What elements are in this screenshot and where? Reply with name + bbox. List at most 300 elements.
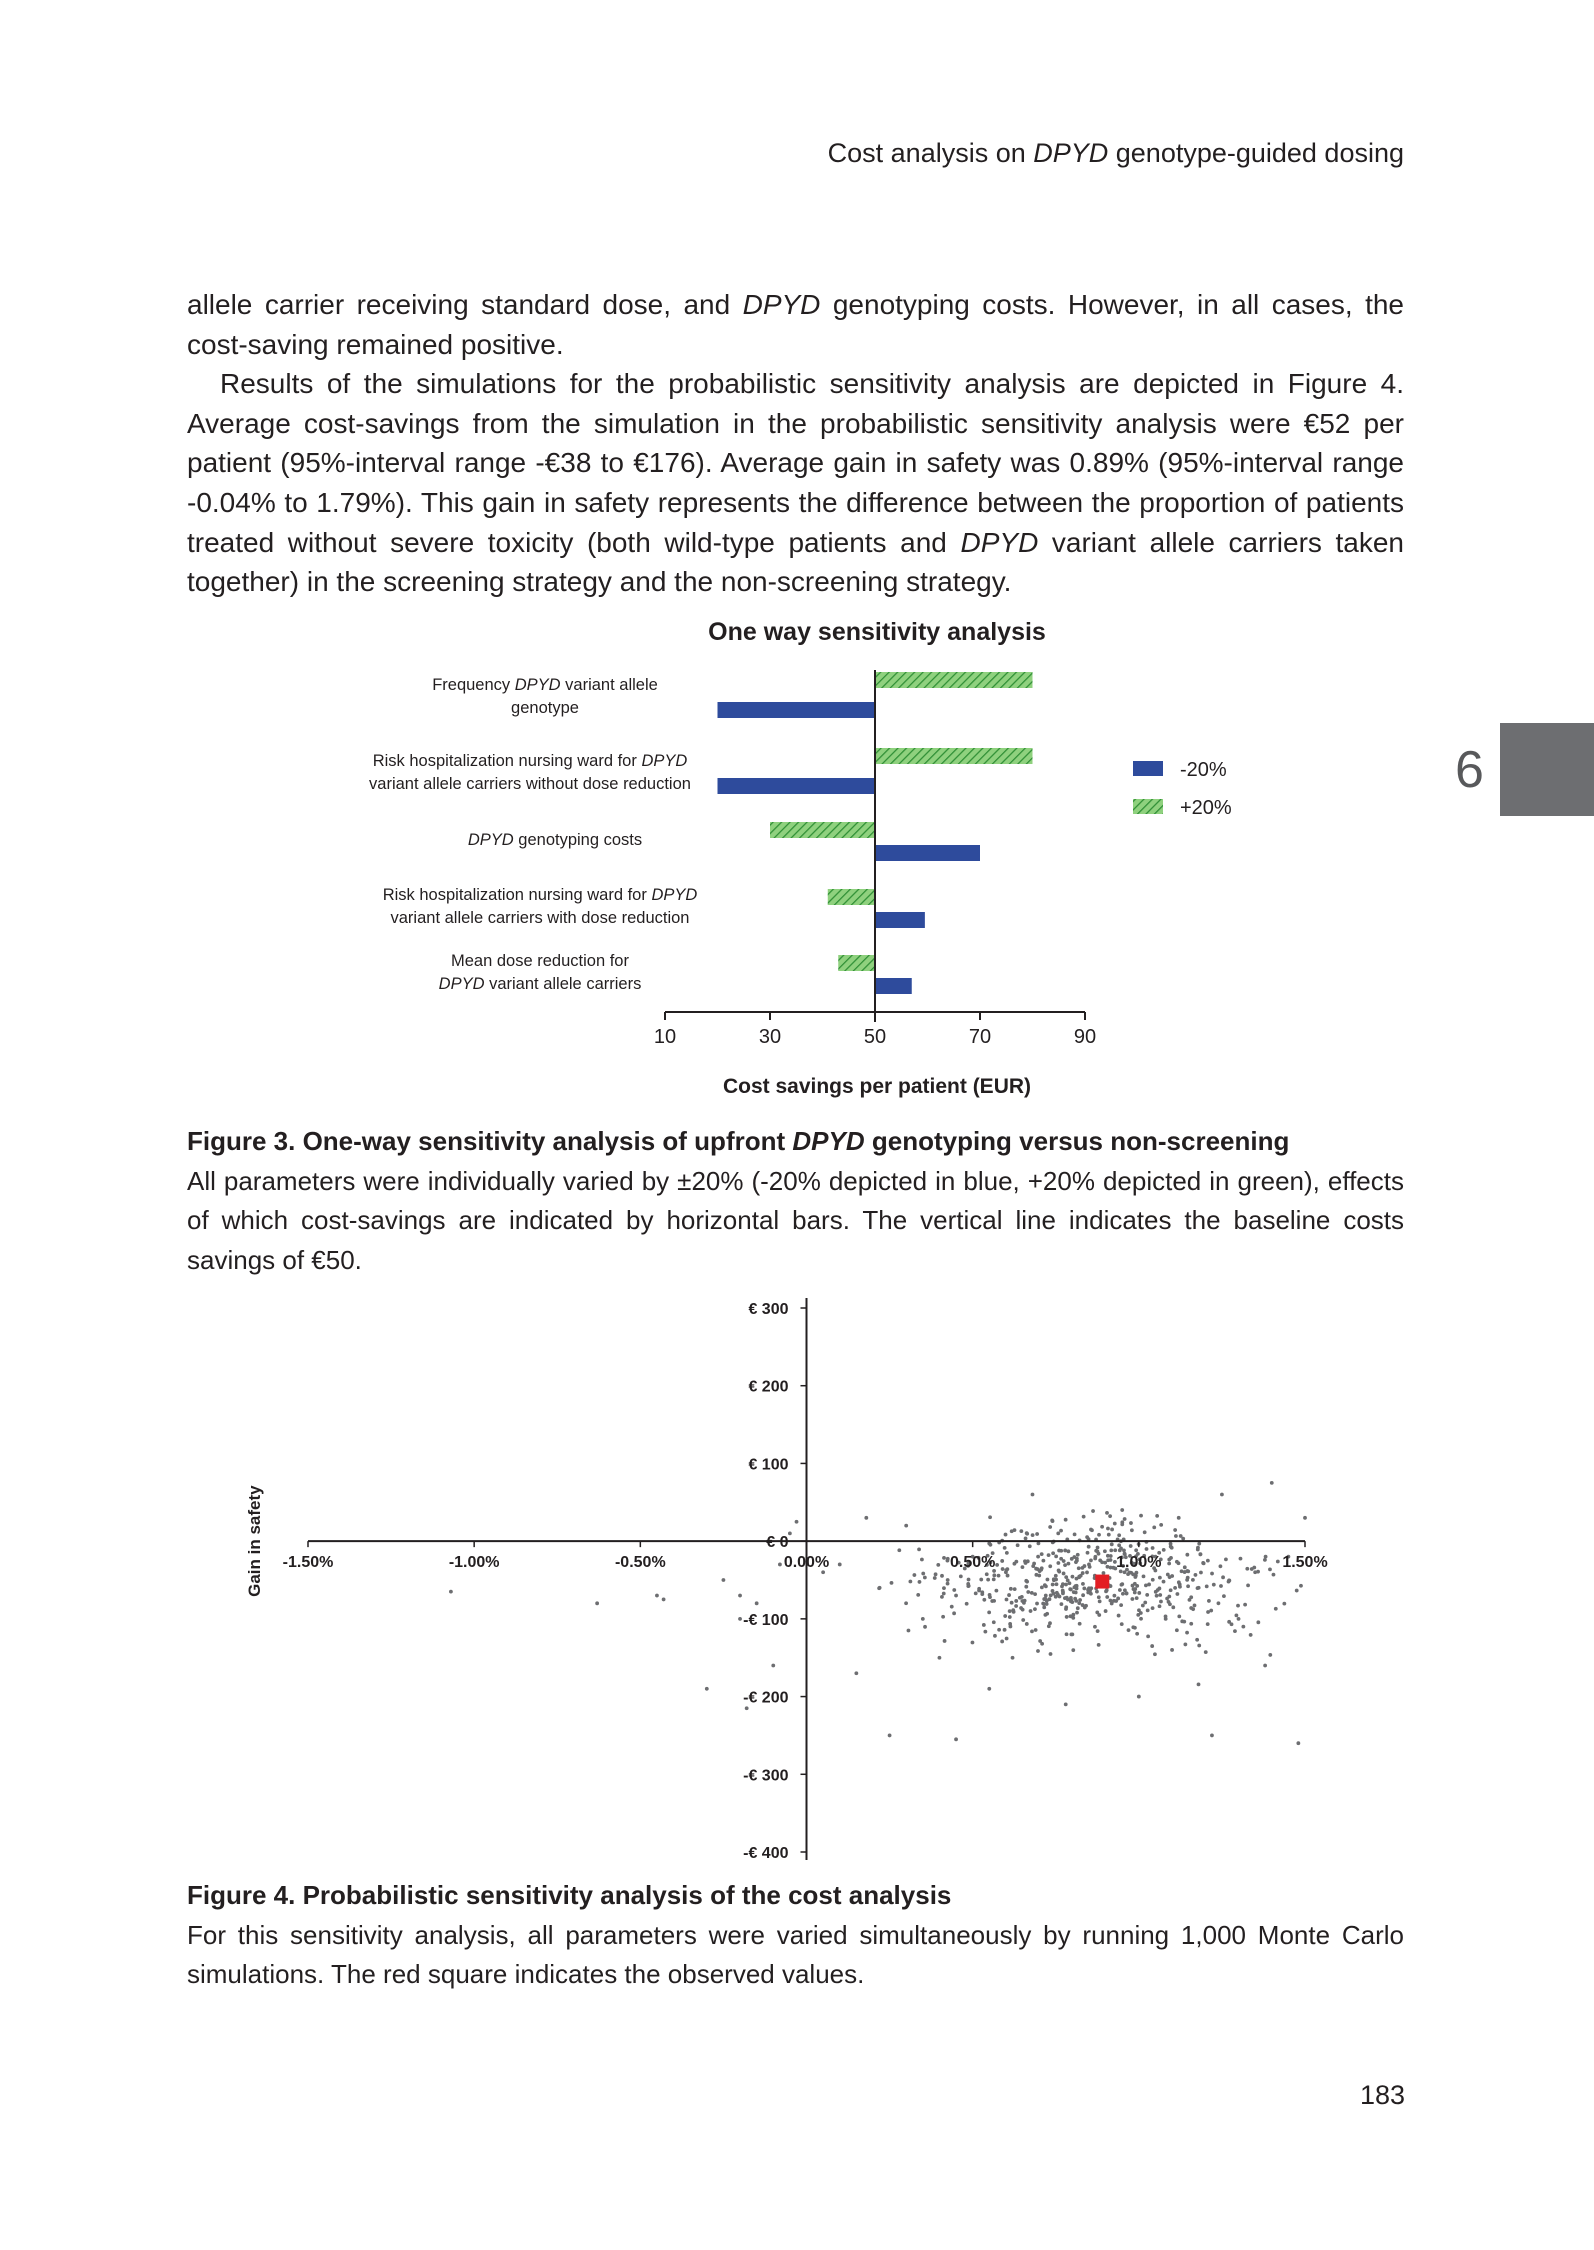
x-tick-label-5: 1.00% [1116,1554,1162,1572]
scatter-point [1219,1564,1223,1568]
scatter-point [1169,1542,1173,1546]
scatter-point [1274,1607,1278,1611]
scatter-point [1197,1542,1201,1546]
chart-title: One way sensitivity analysis [708,618,1046,646]
scatter-point [1081,1582,1085,1586]
scatter-point [923,1576,927,1580]
scatter-point [1062,1572,1066,1576]
scatter-point [1073,1597,1077,1601]
scatter-point [1071,1648,1075,1652]
scatter-point [1020,1599,1024,1603]
x-tick-label-4: 90 [1073,1026,1097,1048]
scatter-point [1042,1602,1046,1606]
x-tick-label-1: -1.00% [448,1554,500,1572]
scatter-point [1295,1589,1299,1593]
scatter-point [1276,1560,1280,1564]
scatter-point [912,1573,916,1577]
scatter-point [1205,1584,1209,1588]
scatter-point [1239,1557,1243,1561]
scatter-point [1003,1614,1007,1618]
scatter-point [1008,1615,1012,1619]
scatter-point [1089,1528,1093,1532]
scatter-point [1097,1613,1101,1617]
scatter-point [1183,1643,1187,1647]
scatter-point [1031,1493,1035,1497]
scatter-point [1098,1599,1102,1603]
scatter-point [1085,1535,1089,1539]
scatter-point [1154,1590,1158,1594]
running-header-pre: Cost analysis on [827,138,1034,168]
page-number: 183 [1359,2080,1405,2110]
scatter-point [1036,1649,1040,1653]
scatter-point [904,1601,908,1605]
scatter-point [1024,1536,1028,1540]
scatter-point [1117,1533,1121,1537]
y-tick-label-5: -€ 200 [743,1689,789,1707]
scatter-point [1096,1629,1100,1633]
scatter-point [1135,1596,1139,1600]
scatter-point [1135,1632,1139,1636]
scatter-point [1047,1553,1051,1557]
scatter-point [1195,1638,1199,1642]
scatter-point [1058,1595,1062,1599]
scatter-point [971,1641,975,1645]
scatter-point [1233,1629,1237,1633]
scatter-point [1174,1534,1178,1538]
scatter-point [954,1594,958,1598]
scatter-point [1069,1614,1073,1618]
scatter-point [1175,1628,1179,1632]
scatter-point [1054,1595,1058,1599]
scatter-point [918,1580,922,1584]
scatter-point [952,1588,956,1592]
scatter-point [1173,1586,1177,1590]
scatter-point [1178,1585,1182,1589]
x-tick-label-0: 10 [653,1026,677,1048]
scatter-point [1110,1542,1114,1546]
figure-3-caption-title-a: Figure 3. One-way sensitivity analysis of upfront [187,1126,793,1156]
scatter-point [1104,1609,1108,1613]
scatter-point [1082,1515,1086,1519]
scatter-point [1224,1557,1228,1561]
scatter-point [1112,1594,1116,1598]
scatter-point [1008,1609,1012,1613]
scatter-point [755,1601,759,1605]
scatter-point [1141,1604,1145,1608]
y-tick-label-6: -€ 300 [743,1767,789,1785]
scatter-point [943,1639,947,1643]
scatter-point [1268,1653,1272,1657]
scatter-point [1066,1578,1070,1582]
bar-minus20-1 [718,778,876,794]
scatter-point [1001,1567,1005,1571]
chapter-number: 6 [1455,741,1484,799]
figure-3-caption-title-b: genotyping versus non-screening [864,1126,1290,1156]
scatter-point [987,1687,991,1691]
scatter-point [1004,1570,1008,1574]
scatter-point [952,1611,956,1615]
scatter-point [1006,1574,1010,1578]
scatter-point [1005,1551,1009,1555]
scatter-point [1061,1590,1065,1594]
legend-swatch-plus20 [1133,799,1163,814]
scatter-point [1040,1586,1044,1590]
scatter-point [1119,1547,1123,1551]
scatter-point [1143,1530,1147,1534]
scatter-point [1059,1549,1063,1553]
scatter-point [1109,1558,1113,1562]
category-label-3: Risk hospitalization nursing ward for DPYD [382,886,698,904]
scatter-point [1146,1608,1150,1612]
scatter-point [1130,1597,1134,1601]
figure-3-caption-text: All parameters were individually varied by ±20% (-20% depicted in blue, +20% depicted in green), effects of which cost-savings are indicated by horizontal bars. The vertical line indicates the baseline costs savings of €50. [187,1165,1404,1275]
scatter-point [1123,1517,1127,1521]
scatter-point [1070,1600,1074,1604]
scatter-point [788,1531,792,1535]
category-label-line2-1: variant allele carriers without dose reduction [369,775,691,793]
scatter-point [1120,1583,1124,1587]
scatter-point [1054,1554,1058,1558]
scatter-point [992,1599,996,1603]
p1-gene: DPYD [742,289,821,320]
scatter-point [1042,1606,1046,1610]
scatter-point [1170,1648,1174,1652]
scatter-point [1035,1602,1039,1606]
scatter-point [1102,1571,1106,1575]
scatter-point [1109,1548,1113,1552]
scatter-point [1146,1634,1150,1638]
scatter-point [1046,1578,1050,1582]
scatter-point [1263,1664,1267,1668]
scatter-point [1077,1575,1081,1579]
scatter-point [1209,1609,1213,1613]
figure-3-chart [0,610,1594,1110]
scatter-point [946,1582,950,1586]
scatter-point [1097,1595,1101,1599]
scatter-point [1026,1590,1030,1594]
scatter-point [1070,1633,1074,1637]
scatter-point [992,1573,996,1577]
scatter-point [795,1520,799,1524]
scatter-point [1133,1575,1137,1579]
scatter-point [1197,1644,1201,1648]
scatter-point [1086,1551,1090,1555]
scatter-point [1222,1594,1226,1598]
scatter-point [1064,1575,1068,1579]
scatter-point [1183,1565,1187,1569]
scatter-point [1130,1528,1134,1532]
scatter-point [1155,1514,1159,1518]
scatter-point [878,1586,882,1590]
scatter-point [997,1574,1001,1578]
scatter-point [1040,1552,1044,1556]
scatter-point [1013,1587,1017,1591]
scatter-point [1158,1576,1162,1580]
scatter-point [1048,1564,1052,1568]
scatter-point [942,1592,946,1596]
scatter-point [1107,1533,1111,1537]
scatter-point [1299,1584,1303,1588]
scatter-point [1241,1625,1245,1629]
scatter-point [1110,1528,1114,1532]
scatter-point [1256,1620,1260,1624]
scatter-point [1189,1606,1193,1610]
running-header-post: genotype-guided dosing [1108,138,1404,168]
scatter-point [1177,1561,1181,1565]
scatter-point [1151,1546,1155,1550]
scatter-point [1217,1601,1221,1605]
scatter-point [1282,1602,1286,1606]
y-tick-label-7: -€ 400 [743,1845,789,1862]
p2-text-a: Results of the simulations for the probabilistic sensitivity analysis are depicted in Figure 4. Average cost-savings from the simulation in the probabilistic sensitivity analysis were €52 per patient (95%-interval range -€38 to €176). Average gain in safety was 0.89% (95%-interval range -0.04% to 1.79%). This gain in safety represents the difference between the proportion of patients treated without severe toxicity (both wild-type patients and [187,368,1404,558]
scatter-point [1117,1543,1121,1547]
scatter-point [1081,1593,1085,1597]
scatter-point [890,1581,894,1585]
scatter-point [1029,1609,1033,1613]
figure-3-caption-title-gene: DPYD [792,1126,865,1156]
scatter-point [1036,1555,1040,1559]
scatter-point [983,1630,987,1634]
scatter-point [1062,1559,1066,1563]
scatter-point [1270,1481,1274,1485]
scatter-point [1173,1528,1177,1532]
scatter-point [1051,1583,1055,1587]
scatter-point [1035,1532,1039,1536]
p2-text-b: variant allele carriers taken together) in the screening strategy and the non-screening strategy. [187,526,1405,598]
scatter-point [1089,1586,1093,1590]
scatter-point [1139,1617,1143,1621]
scatter-point [864,1516,868,1520]
scatter-point [1089,1592,1093,1596]
scatter-point [838,1563,842,1567]
scatter-point [959,1574,963,1578]
scatter-point [1044,1597,1048,1601]
scatter-point [1118,1588,1122,1592]
scatter-point [1093,1555,1097,1559]
scatter-point [1162,1548,1166,1552]
scatter-point [1197,1586,1201,1590]
scatter-point [1125,1591,1129,1595]
scatter-point [897,1548,901,1552]
scatter-point [1031,1533,1035,1537]
scatter-point [1106,1565,1110,1569]
scatter-point [1097,1643,1101,1647]
scatter-point [965,1602,969,1606]
scatter-point [1065,1632,1069,1636]
scatter-point [854,1671,858,1675]
scatter-point [1021,1565,1025,1569]
scatter-point [1016,1543,1020,1547]
scatter-point [1165,1597,1169,1601]
figure-4-caption-title: Figure 4. Probabilistic sensitivity analysis of the cost analysis [187,1880,952,1910]
scatter-point [1106,1554,1110,1558]
scatter-point [1164,1615,1168,1619]
scatter-point [778,1563,782,1567]
scatter-point [1207,1599,1211,1603]
bar-minus20-0 [718,702,876,718]
p1-text-a: allele carrier receiving standard dose, and [187,289,743,320]
scatter-point [1091,1509,1095,1513]
scatter-point [1089,1559,1093,1563]
scatter-point [1167,1562,1171,1566]
scatter-point [1008,1622,1012,1626]
scatter-point [1004,1533,1008,1537]
scatter-point [1038,1639,1042,1643]
scatter-point [995,1563,999,1567]
scatter-point [946,1578,950,1582]
scatter-point [1175,1592,1179,1596]
scatter-point [1137,1608,1141,1612]
scatter-point [1152,1525,1156,1529]
scatter-point [1084,1604,1088,1608]
scatter-point [1135,1571,1139,1575]
x-tick-label-1: 30 [758,1026,782,1048]
scatter-point [1144,1583,1148,1587]
scatter-point [1169,1556,1173,1560]
bar-minus20-4 [875,978,912,994]
scatter-point [1076,1606,1080,1610]
scatter-point [1030,1591,1034,1595]
scatter-point [1210,1572,1214,1576]
x-tick-label-3: 70 [968,1026,992,1048]
scatter-point [985,1572,989,1576]
scatter-point [923,1625,927,1629]
y-tick-label-0: € 300 [748,1301,789,1318]
scatter-point [1114,1599,1118,1603]
scatter-point [1136,1613,1140,1617]
scatter-point [1186,1584,1190,1588]
scatter-point [1219,1584,1223,1588]
scatter-point [1137,1591,1141,1595]
scatter-point [1003,1628,1007,1632]
scatter-point [722,1578,726,1582]
scatter-point [1171,1605,1175,1609]
scatter-point [1030,1629,1034,1633]
category-label-2: DPYD genotyping costs [467,831,643,849]
scatter-point [950,1605,954,1609]
scatter-point [1075,1587,1079,1591]
scatter-point [1013,1528,1017,1532]
scatter-point [1056,1561,1060,1565]
bar-plus20-4 [838,955,875,971]
scatter-point [1048,1621,1052,1625]
scatter-point [1189,1595,1193,1599]
scatter-point [1252,1566,1256,1570]
scatter-point [940,1595,944,1599]
scatter-point [982,1623,986,1627]
scatter-point [907,1629,911,1633]
scatter-point [1057,1570,1061,1574]
x-tick-label-0: -1.50% [282,1554,334,1572]
scatter-point [1028,1544,1032,1548]
scatter-point [974,1591,978,1595]
x-tick-label-2: -0.50% [614,1554,666,1572]
scatter-point [1185,1553,1189,1557]
scatter-point [1179,1534,1183,1538]
scatter-point [994,1589,998,1593]
scatter-point [1158,1593,1162,1597]
scatter-point [936,1563,940,1567]
scatter-point [1034,1573,1038,1577]
legend-label-plus20: +20% [1180,797,1232,819]
scatter-point [1227,1578,1231,1582]
figure-4-caption-text: For this sensitivity analysis, all parameters were varied simultaneously by running 1,000 Monte Carlo simulations. The red square indicates the observed values. [187,1919,1404,1989]
scatter-point [977,1587,981,1591]
scatter-point [1196,1546,1200,1550]
scatter-point [1113,1522,1117,1526]
scatter-point [1055,1582,1059,1586]
scatter-point [1202,1561,1206,1565]
scatter-point [1104,1589,1108,1593]
scatter-point [1051,1551,1055,1555]
scatter-point [1268,1568,1272,1572]
scatter-point [1204,1650,1208,1654]
scatter-point [1153,1652,1157,1656]
scatter-point [1113,1548,1117,1552]
scatter-point [908,1580,912,1584]
scatter-point [1127,1628,1131,1632]
scatter-point [1108,1514,1112,1518]
scatter-point [1132,1587,1136,1591]
scatter-point [1014,1599,1018,1603]
scatter-point [1235,1613,1239,1617]
scatter-point [1237,1617,1241,1621]
p1-text-b: genotyping costs. However, in all cases, the cost-saving remained positive. [187,289,1405,360]
scatter-point [1145,1547,1149,1551]
scatter-point [988,1515,992,1519]
scatter-point [1009,1587,1013,1591]
scatter-point [1067,1549,1071,1553]
scatter-point [1060,1602,1064,1606]
scatter-point [1034,1628,1038,1632]
scatter-point [1194,1573,1198,1577]
scatter-point [921,1617,925,1621]
scatter-point [989,1543,993,1547]
scatter-point [1019,1529,1023,1533]
scatter-point [938,1656,942,1660]
scatter-point [1078,1622,1082,1626]
scatter-point [1045,1612,1049,1616]
scatter-point [1150,1644,1154,1648]
scatter-point [1296,1741,1300,1745]
scatter-point [1182,1620,1186,1624]
scatter-point [1064,1607,1068,1611]
scatter-point [1003,1546,1007,1550]
scatter-point [1087,1545,1091,1549]
y-axis-label: Gain in safety [245,1485,264,1597]
scatter-point [1074,1591,1078,1595]
scatter-point [992,1577,996,1581]
scatter-point [1011,1608,1015,1612]
scatter-point [1145,1593,1149,1597]
figure-3-caption-title [187,1122,1404,1162]
bar-plus20-3 [828,889,875,905]
scatter-point [1105,1595,1109,1599]
scatter-point [997,1628,1001,1632]
scatter-point [1075,1611,1079,1615]
scatter-point [1033,1607,1037,1611]
scatter-point [1049,1652,1053,1656]
scatter-point [771,1664,775,1668]
scatter-point [1139,1514,1143,1518]
scatter-point [1303,1516,1307,1520]
bar-minus20-3 [875,912,925,928]
scatter-point [888,1734,892,1738]
scatter-point [1177,1615,1181,1619]
scatter-point [941,1615,945,1619]
scatter-point [1236,1604,1240,1608]
scatter-point [1073,1532,1077,1536]
